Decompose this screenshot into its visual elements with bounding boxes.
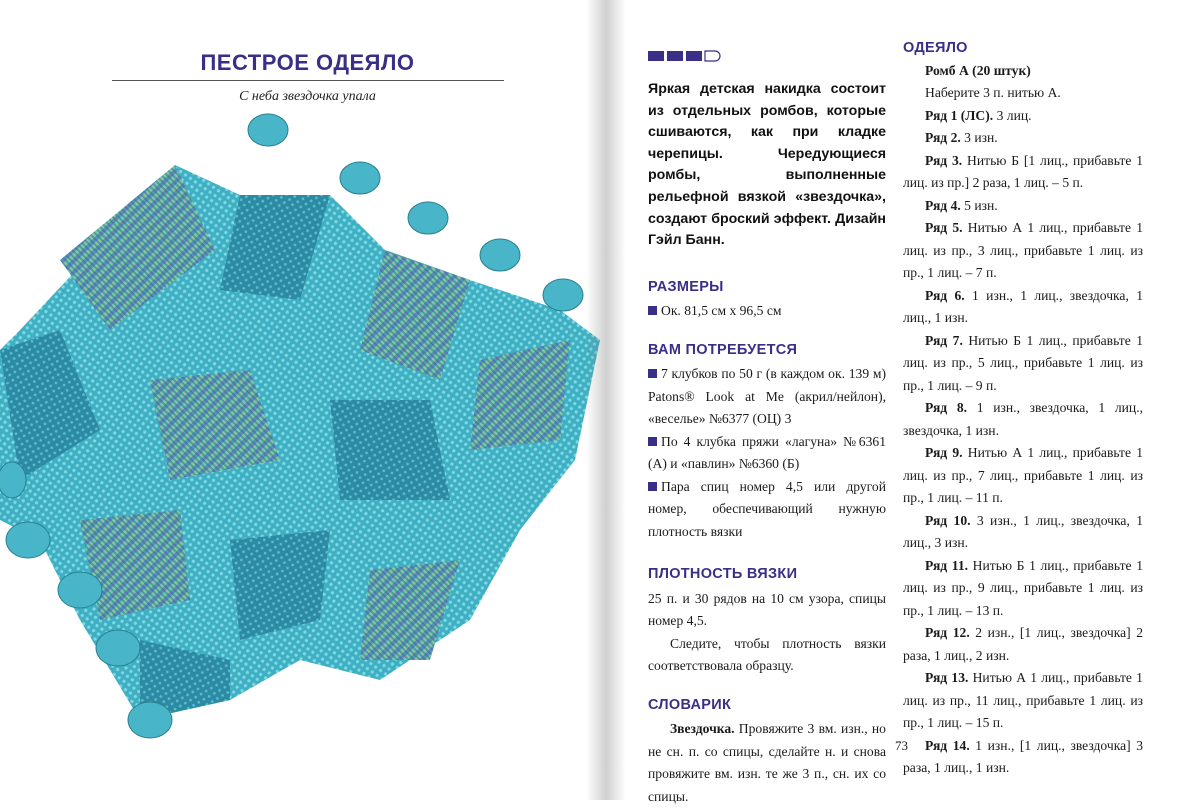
row-instruction: Ряд 6. 1 изн., 1 лиц., звездочка, 1 лиц., 1 изн.: [903, 287, 1143, 325]
page-title: ПЕСТРОЕ ОДЕЯЛО: [200, 50, 415, 75]
gauge-note: Следите, чтобы плотность вязки соответствовала образцу.: [648, 635, 886, 674]
materials-item: 7 клубков по 50 г (в каждом ок. 139 м) Patons® Look at Me (акрил/нейлон), «веселье» №6377 (ОЦ) 3: [648, 366, 886, 427]
row-instruction: Ряд 2. 3 изн.: [925, 130, 998, 145]
middle-column: [648, 79, 886, 808]
instructions-column: [903, 37, 1143, 780]
blanket-rhombus: [330, 400, 450, 500]
sizes-text: Ок. 81,5 см х 96,5 см: [648, 300, 886, 323]
bullet-icon: [648, 369, 657, 378]
section-heading-materials: ВАМ ПОТРЕБУЕТСЯ: [648, 341, 798, 358]
section-heading-blanket: ОДЕЯЛО: [903, 40, 968, 56]
row-instruction: Ряд 14. 1 изн., [1 лиц., звездочка] 3 раза, 1 лиц., 1 изн.: [903, 737, 1144, 775]
row-instruction: Ряд 12. 2 изн., [1 лиц., звездочка] 2 раза, 1 лиц., 2 изн.: [903, 625, 1144, 663]
rhombus-title: Ромб А (20 штук): [925, 62, 1031, 78]
section-heading-gauge: ПЛОТНОСТЬ ВЯЗКИ: [648, 566, 798, 583]
blanket-rhombus: [360, 560, 460, 660]
row-instruction: Ряд 4. 5 изн.: [925, 197, 998, 213]
row-instruction: Ряд 9. Нитью А 1 лиц., прибавьте 1 лиц. из пр., 7 лиц., прибавьте 1 лиц. из пр., 1 лиц. – 11 п.: [903, 445, 1143, 505]
section-heading-sizes: РАЗМЕРЫ: [648, 278, 724, 295]
row-instruction: Ряд 7. Нитью Б 1 лиц., прибавьте 1 лиц. из пр., 5 лиц., прибавьте 1 лиц. из пр., 1 лиц. – 9 п.: [903, 332, 1143, 393]
gauge-text: 25 п. и 30 рядов на 10 см узора, спицы номер 4,5.: [648, 590, 886, 629]
materials-item: По 4 клубка пряжи «лагуна» №6361 (А) и «павлин» №6360 (Б): [648, 433, 886, 472]
bullet-icon: [648, 437, 657, 446]
row-instruction: Ряд 10. 3 изн., 1 лиц., звездочка, 1 лиц., 3 изн.: [903, 512, 1143, 550]
cast-on-text: Наберите 3 п. нитью А.: [925, 85, 1061, 100]
section-heading-glossary: СЛОВАРИК: [648, 696, 732, 713]
bullet-icon: [648, 482, 657, 491]
materials-item: Пара спиц номер 4,5 или другой номер, обеспечивающий нужную плотность вязки: [648, 478, 886, 539]
bullet-icon: [648, 306, 657, 315]
intro-text: Яркая детская накидка состоит из отдельных ромбов, которые сшиваются, как при кладке черепицы. Чередующиеся ромбы, выполненные рельефной вязкой «звездочка», создают броский эффект. Дизайн Гэйл Банн.: [648, 81, 886, 249]
title-divider: [112, 80, 504, 81]
page-subtitle: С неба звездочка упала: [239, 89, 376, 104]
row-instruction: Ряд 8. 1 изн., звездочка, 1 лиц., звездочка, 1 изн.: [903, 400, 1144, 438]
row-instruction: Ряд 1 (ЛС). 3 лиц.: [925, 107, 1032, 123]
knitted-blanket-photo: [0, 100, 604, 760]
section-tabs-icon: [648, 50, 723, 62]
row-instruction: Ряд 13. Нитью А 1 лиц., прибавьте 1 лиц. из пр., 11 лиц., прибавьте 1 лиц. из пр., 1 лиц. – 15 п.: [903, 670, 1143, 730]
glossary-entry: Звездочка. Провяжите 3 вм. изн., но не сн. п. со спицы, сделайте н. и снова провяжите вм. изн. те же 3 п., сн. их со спицы.: [648, 721, 886, 804]
book-gutter: [586, 0, 626, 800]
row-instruction: Ряд 5. Нитью А 1 лиц., прибавьте 1 лиц. из пр., 3 лиц., прибавьте 1 лиц. из пр., 1 лиц. – 7 п.: [903, 220, 1143, 280]
row-instruction: Ряд 3. Нитью Б [1 лиц., прибавьте 1 лиц. из пр.] 2 раза, 1 лиц. – 5 п.: [903, 152, 1143, 190]
page-number: 73: [895, 738, 908, 753]
row-instructions-list: [903, 105, 1143, 780]
row-instruction: Ряд 11. Нитью Б 1 лиц., прибавьте 1 лиц. из пр., 9 лиц., прибавьте 1 лиц. из пр., 1 лиц. – 13 п.: [903, 557, 1143, 618]
